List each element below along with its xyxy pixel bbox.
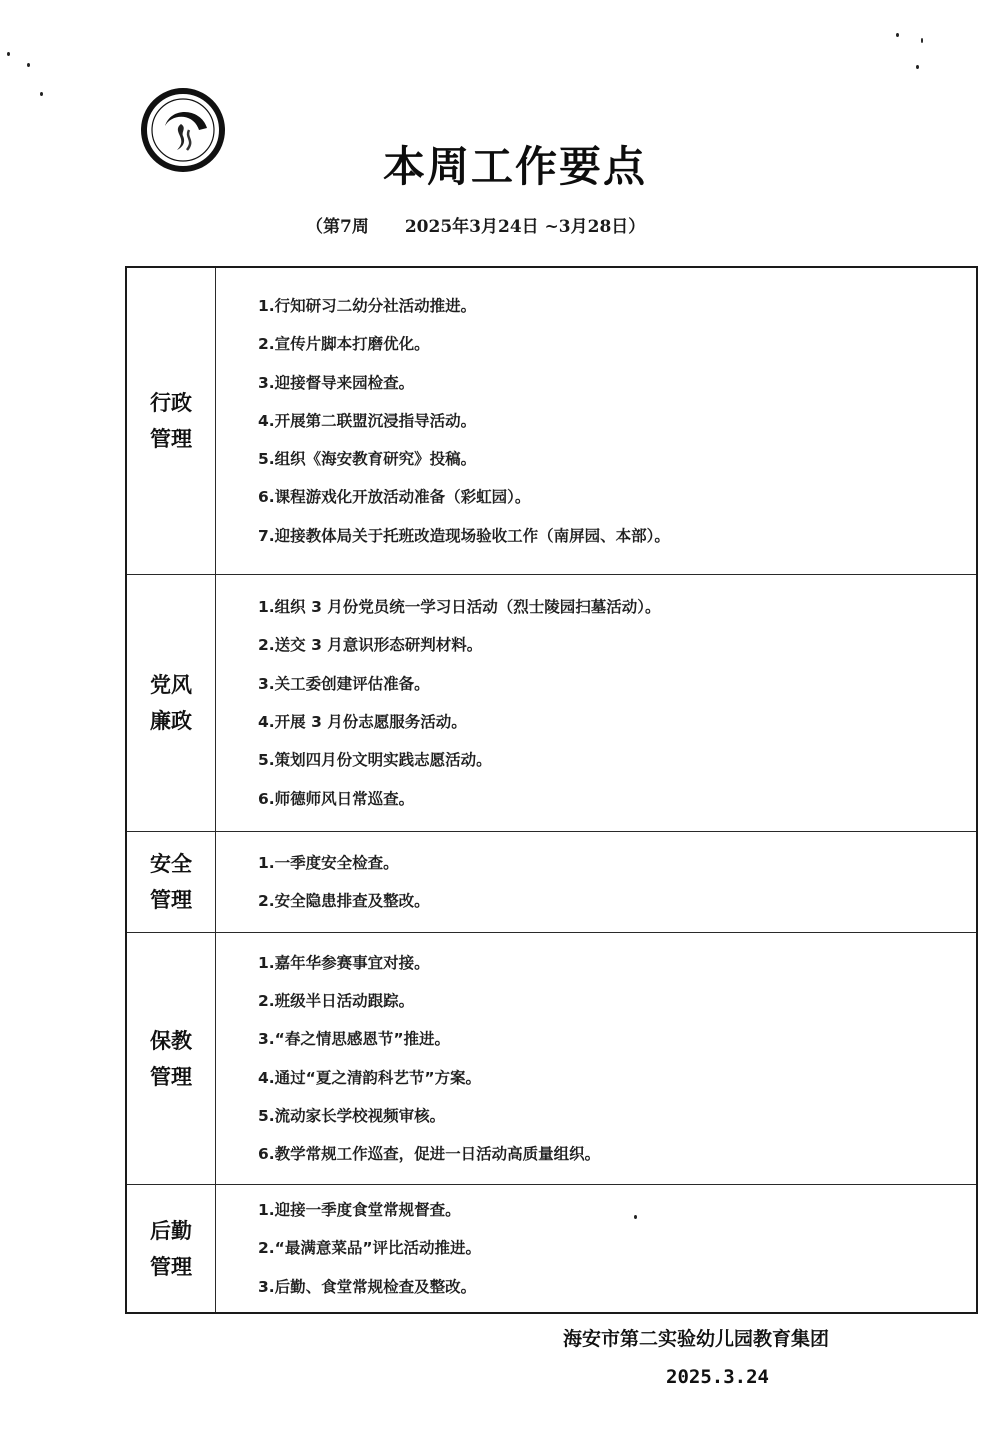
list-item: 1.行知研习二幼分社活动推进。 — [258, 296, 477, 315]
category-label: 后勤 — [150, 1218, 192, 1243]
scan-speck — [916, 65, 919, 69]
list-item: 4.开展第二联盟沉浸指导活动。 — [258, 411, 477, 430]
category-cell — [126, 267, 216, 575]
list-item: 3.后勤、食堂常规检查及整改。 — [258, 1277, 477, 1296]
category-label: 管理 — [150, 1254, 192, 1279]
category-label: 管理 — [150, 427, 192, 451]
items-cell — [216, 267, 978, 575]
category-cell — [126, 575, 216, 832]
list-item: 6.师德师风日常巡查。 — [258, 789, 415, 808]
category-label: 管理 — [150, 1064, 192, 1089]
list-item: 6.教学常规工作巡查，促进一日活动高质量组织。 — [258, 1145, 601, 1164]
scan-speck — [27, 63, 30, 67]
table-row-safety — [126, 832, 977, 933]
list-item: 1.迎接一季度食堂常规督查。 — [258, 1201, 461, 1220]
table-row-party-conduct — [126, 575, 977, 832]
category-label: 廉政 — [150, 709, 192, 733]
category-label: 保教 — [150, 1028, 192, 1053]
list-item: 7.迎接教体局关于托班改造现场验收工作（南屏园、本部）。 — [258, 526, 670, 545]
list-item: 5.流动家长学校视频审核。 — [258, 1106, 446, 1125]
list-item: 5.组织《海安教育研究》投稿。 — [258, 450, 477, 469]
work-plan-table — [125, 266, 978, 1314]
list-item: 1.一季度安全检查。 — [258, 853, 399, 872]
list-item: 6.课程游戏化开放活动准备（彩虹园）。 — [258, 488, 531, 507]
items-cell — [216, 1185, 978, 1314]
list-item: 5.策划四月份文明实践志愿活动。 — [258, 751, 492, 770]
items-cell — [216, 575, 978, 832]
table-row-care-education — [126, 933, 977, 1185]
items-cell — [216, 832, 978, 933]
issue-date: 2025.3.24 — [666, 1366, 769, 1388]
list-item: 2.安全隐患排查及整改。 — [258, 892, 430, 910]
scan-speck — [921, 38, 923, 43]
category-label: 安全 — [150, 852, 192, 876]
list-item: 3.迎接督导来园检查。 — [258, 373, 415, 392]
scan-speck — [7, 52, 10, 56]
list-item: 3.“春之情思感恩节”推进。 — [258, 1030, 451, 1049]
items-cell — [216, 933, 978, 1185]
scan-speck — [896, 33, 899, 37]
list-item: 2.“最满意菜品”评比活动推进。 — [258, 1239, 482, 1258]
category-label: 党风 — [150, 673, 192, 697]
issuing-organization: 海安市第二实验幼儿园教育集团 — [563, 1328, 830, 1350]
table-row-logistics — [126, 1185, 977, 1314]
list-item: 1.嘉年华参赛事宜对接。 — [258, 953, 430, 972]
list-item: 4.通过“夏之清韵科艺节”方案。 — [258, 1068, 482, 1087]
page-title: 本周工作要点 — [382, 142, 647, 191]
scan-speck — [40, 92, 43, 96]
category-cell — [126, 1185, 216, 1314]
table-row-administration — [126, 267, 977, 575]
list-item: 2.宣传片脚本打磨优化。 — [258, 335, 430, 354]
category-cell — [126, 832, 216, 933]
category-cell — [126, 933, 216, 1185]
list-item: 2.班级半日活动跟踪。 — [258, 991, 415, 1010]
list-item: 3.关工委创建评估准备。 — [258, 674, 430, 693]
week-number: （第7周 — [306, 217, 369, 237]
date-range: 2025年3月24日 ~3月28日） — [404, 217, 646, 237]
category-label: 行政 — [150, 391, 192, 415]
list-item: 4.开展 3 月份志愿服务活动。 — [258, 713, 467, 731]
list-item: 2.送交 3 月意识形态研判材料。 — [258, 636, 483, 655]
category-label: 管理 — [150, 888, 192, 912]
week-range-subtitle — [306, 212, 645, 237]
list-item: 1.组织 3 月份党员统一学习日活动（烈士陵园扫墓活动）。 — [258, 598, 661, 617]
